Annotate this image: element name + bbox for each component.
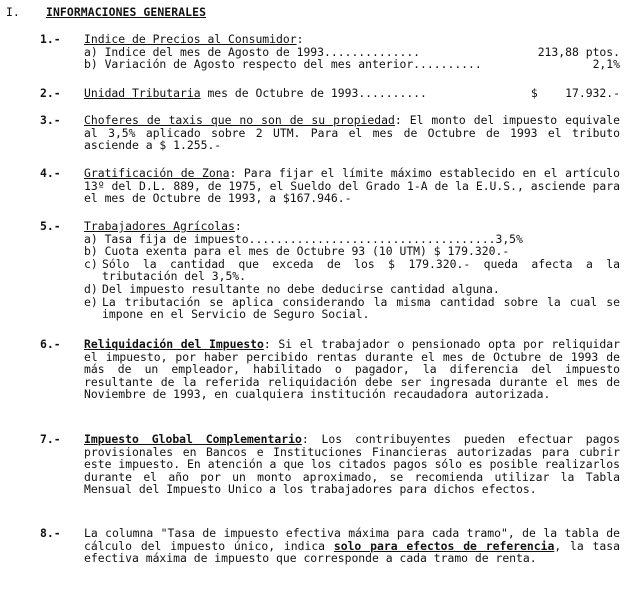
subitem-letter: c) (84, 256, 98, 271)
emphasized-text: solo para efectos de referencia (333, 538, 555, 553)
item-4 (40, 167, 620, 205)
item-1 (40, 33, 620, 71)
subitem-e (84, 296, 620, 321)
item-title: Impuesto Global Complementario (84, 432, 302, 446)
item-title: Gratificación de Zona (84, 166, 230, 180)
item-2 (40, 87, 620, 100)
item-title: Indice de Precios al Consumidor (84, 32, 297, 46)
item-title: Trabajadores Agrícolas (84, 219, 235, 233)
subitem-text: Del impuesto resultante no debe deducirse cantidad alguna. (102, 281, 500, 296)
cpi-variation-label: b) Variación de Agosto respecto del mes anterior.......... (84, 57, 482, 72)
subitem-text: Sólo la cantidad que exceda de los $ 179.320.- queda afecta a la tributación del 3,5%. (102, 256, 620, 284)
item-5 (40, 220, 620, 321)
item-title: Reliquidación del Impuesto (84, 337, 264, 351)
page-heading: INFORMACIONES GENERALES (46, 5, 207, 19)
subitem-d (84, 283, 620, 296)
item-number: 2.- (40, 86, 61, 100)
item-number: 5.- (40, 219, 61, 233)
item-number: 1.- (40, 32, 61, 46)
item-number: 6.- (40, 337, 61, 351)
subitem-letter: d) (84, 281, 98, 296)
item-title: Unidad Tributaria (84, 86, 201, 100)
item-title: Choferes de taxis que no son de su propiedad (84, 113, 395, 127)
item-6 (40, 338, 620, 401)
cpi-variation-value: 2,1% (592, 57, 620, 72)
section-roman-numeral: I. (6, 5, 20, 19)
item-number: 4.- (40, 166, 61, 180)
cpi-index-value: 213,88 ptos. (537, 44, 620, 59)
cpi-index-label: a) Indice del mes de Agosto de 1993.............. (84, 44, 421, 59)
item-text: La columna "Tasa de impuesto efectiva máxima para cada tramo", de la tabla de cálculo del impuesto único, indica (84, 526, 620, 553)
cpi-variation-row (84, 58, 620, 71)
item-text: : Si el trabajador o pensionado opta por reliquidar el impuesto, por haber percibido rentas durante el mes de Octubre de 1993 de más de un empleador, habilitado o pagador, la diferencia del impuesto resultante de la referida reliquidación debe ser ingresada durante el mes de Noviembre de 1993, en cualquiera institución recaudadora autorizada. (84, 337, 620, 402)
item-colon: : (234, 219, 242, 233)
item-text: : El monto del impuesto equivale al 3,5% aplicado sobre 2 UTM. Para el mes de Octubre de 1993 el tributo asciende a $ 1.255.- (84, 113, 620, 153)
item-number: 7.- (40, 432, 61, 446)
item-text: : Para fijar el límite máximo establecido en el artículo 13º del D.L. 889, de 1975, el Sueldo del Grado 1-A de la E.U.S., asciende para el mes de Octubre de 1993, a $167.946.- (84, 166, 620, 206)
subitem-letter: e) (84, 294, 98, 309)
subitem-c (84, 258, 620, 283)
item-text: mes de Octubre de 1993.......... (200, 86, 427, 100)
item-text: : Los contribuyentes pueden efectuar pagos provisionales en Bancos e Instituciones Financieras autorizadas para cubrir este impuesto. En atención a que los citados pagos sólo es posible realizarlos durante el año por un monto aproximado, se recomienda utilizar la Tabla Mensual del Impuesto Unico a los trabajadores para dichos efectos. (84, 432, 621, 497)
currency-symbol: $ (530, 86, 538, 100)
item-number: 3.- (40, 113, 61, 127)
item-colon: : (296, 32, 304, 46)
subitem-a: a) Tasa fija de impuesto....................................3,5% (84, 231, 523, 246)
item-3 (40, 114, 620, 152)
subitem-b: b) Cuota exenta para el mes de Octubre 93 (10 UTM) $ 179.320.- (84, 244, 510, 259)
item-number: 8.- (40, 526, 61, 540)
subitem-text: La tributación se aplica considerando la misma cantidad sobre la cual se impone en el Servicio de Seguro Social. (102, 294, 620, 322)
item-8 (40, 527, 620, 565)
item-7 (40, 433, 620, 496)
item-text-end: , la tasa efectiva máxima de impuesto que corresponde a cada tramo de renta. (84, 538, 620, 566)
utm-value: 17.932.- (565, 86, 620, 100)
